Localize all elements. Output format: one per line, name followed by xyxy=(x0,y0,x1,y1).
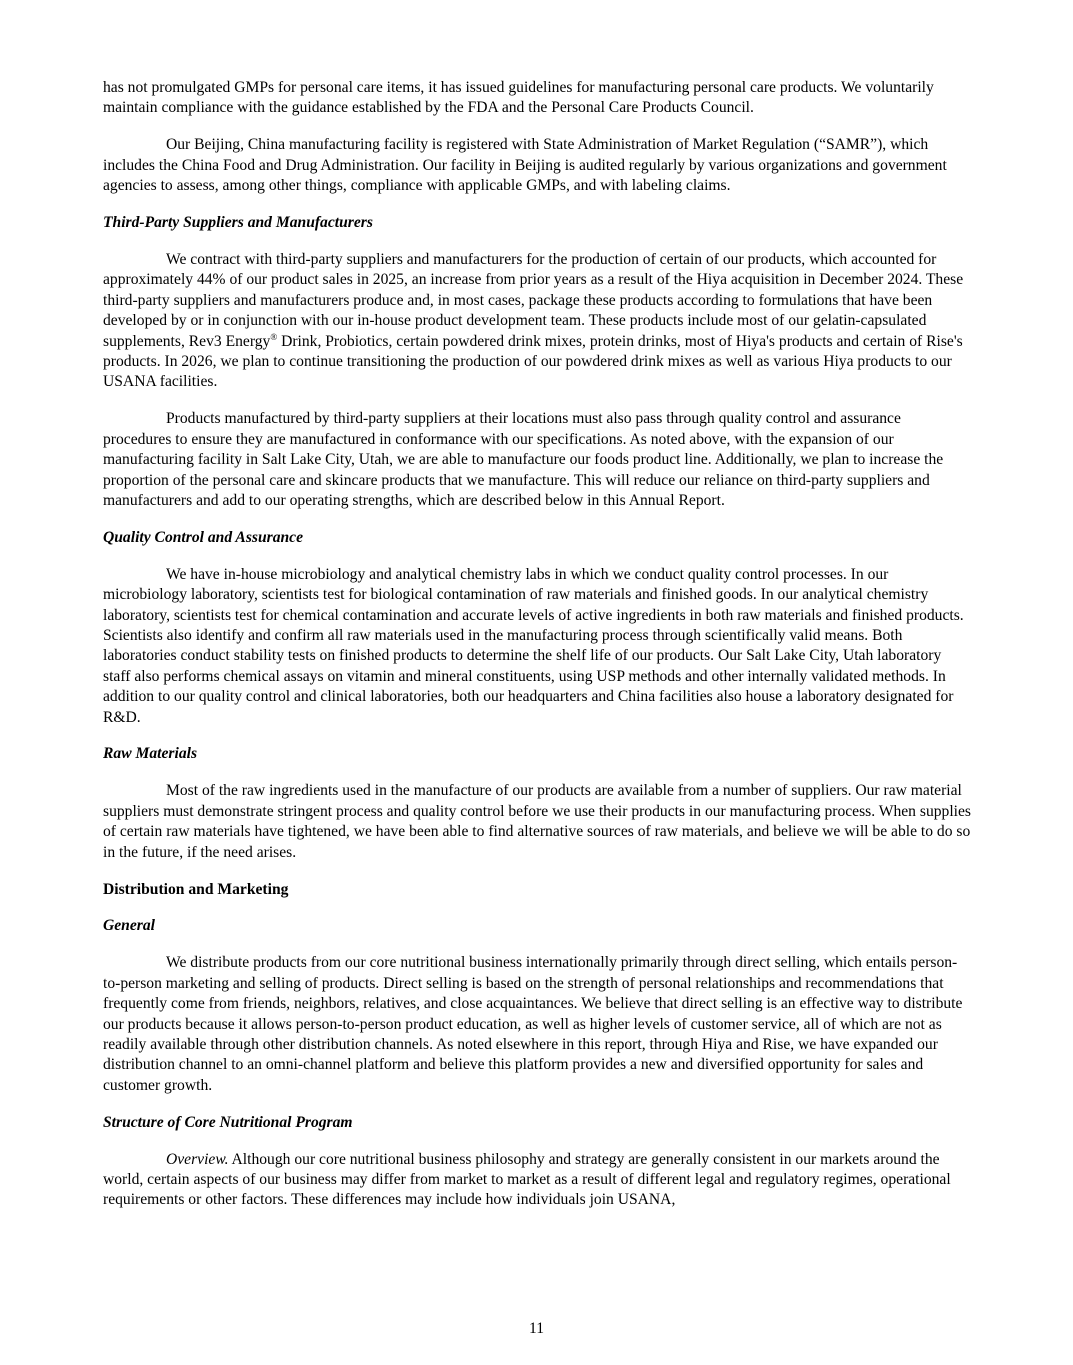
paragraph-quality-labs: We have in-house microbiology and analytical chemistry labs in which we conduct quality control processes. In our microbiology laboratory, scientists test for biological contamination of raw materials and finished goods. In our analytical chemistry laboratory, scientists test for chemical contamination and accurate levels of active ingredients in both raw materials and finished products. Scientists also identify and confirm all raw materials used in the manufacturing process through scientifically valid means. Both laboratories conduct stability tests on finished products to determine the shelf life of our products. Our Salt Lake City, Utah laboratory staff also performs chemical assays on vitamin and mineral constituents, using USP methods and other internally validated methods. In addition to our quality control and clinical laboratories, both our headquarters and China facilities also house a laboratory designated for R&D. xyxy=(103,565,964,726)
document-page xyxy=(103,78,971,1227)
paragraph-direct-selling: We distribute products from our core nutritional business internationally primarily through direct selling, which entails person-to-person marketing and selling of products. Direct selling is based on the strength of personal relationships and recommendations that frequently come from friends, neighbors, relatives, and close acquaintances. We believe that direct selling is an effective way to distribute our products because it allows person-to-person product education, as well as higher levels of customer service, all of which are not as readily available through other distribution channels. As noted elsewhere in this report, through Hiya and Rise, we have expanded our distribution channel to an omni-channel platform and believe this platform provides a new and diversified opportunity for sales and customer growth. xyxy=(103,954,963,1094)
heading-third-party-suppliers: Third-Party Suppliers and Manufacturers xyxy=(103,214,373,232)
overview-run-in-label: Overview. xyxy=(166,1150,229,1168)
paragraph-beijing-facility: Our Beijing, China manufacturing facility is registered with State Administration of Market Regulation (“SAMR”), which includes the China Food and Drug Administration. Our facility in Beijing is audited regularly by various organizations and government agencies to assess, among other things, compliance with applicable GMPs, and with labeling claims. xyxy=(103,136,947,195)
page-number: 11 xyxy=(528,1320,544,1337)
paragraph-third-party-quality: Products manufactured by third-party suppliers at their locations must also pass through quality control and assurance procedures to ensure they are manufactured in conformance with our specifications. As noted above, with the expansion of our manufacturing facility in Salt Lake City, Utah, we are able to manufacture our foods product line. Additionally, we plan to increase the proportion of the personal care and skincare products that we manufacture. This will reduce our reliance on third-party suppliers and manufacturers and add to our operating strengths, which are described below in this Annual Report. xyxy=(103,410,944,509)
paragraph-third-party-contracts xyxy=(103,250,971,393)
heading-raw-materials: Raw Materials xyxy=(103,745,198,763)
registered-mark: ® xyxy=(270,331,278,342)
paragraph-gmp-personal-care: has not promulgated GMPs for personal care items, it has issued guidelines for manufacturing personal care products. We voluntarily maintain compliance with the guidance established by the FDA and the Personal Care Products Council. xyxy=(103,79,934,117)
paragraph-overview xyxy=(103,1150,971,1211)
heading-quality-control: Quality Control and Assurance xyxy=(103,528,304,546)
heading-structure-core-program: Structure of Core Nutritional Program xyxy=(103,1113,353,1131)
heading-general: General xyxy=(103,917,155,935)
paragraph-third-party-text-b: Drink, Probiotics, certain powdered drink mixes, protein drinks, most of Hiya's products and certain of Rise's products. In 2026, we plan to continue transitioning the production of our powdered drink mixes as well as various Hiya products to our USANA facilities. xyxy=(103,332,963,391)
paragraph-third-party-text-a: We contract with third-party suppliers and manufacturers for the production of certain of our products, which accounted for approximately 44% of our product sales in 2025, an increase from prior years as a result of the Hiya acquisition in December 2024. These third-party suppliers and manufacturers produce and, in most cases, package these products according to formulations that have been developed by or in conjunction with our in-house product development team. These products include most of our gelatin-capsulated supplements, Rev3 Energy xyxy=(103,250,964,350)
heading-distribution-marketing: Distribution and Marketing xyxy=(103,880,289,898)
overview-text: Although our core nutritional business philosophy and strategy are generally consistent in our markets around the world, certain aspects of our business may differ from market to market as a result of different legal and regulatory regimes, operational requirements or other factors. These differences may include how individuals join USANA, xyxy=(103,1150,951,1209)
paragraph-raw-materials: Most of the raw ingredients used in the manufacture of our products are available from a number of suppliers. Our raw material suppliers must demonstrate stringent process and quality control before we use their products in our manufacturing process. When supplies of certain raw materials have tightened, we have been able to find alternative sources of raw materials, and believe we will be able to do so in the future, if the need arises. xyxy=(103,782,971,861)
